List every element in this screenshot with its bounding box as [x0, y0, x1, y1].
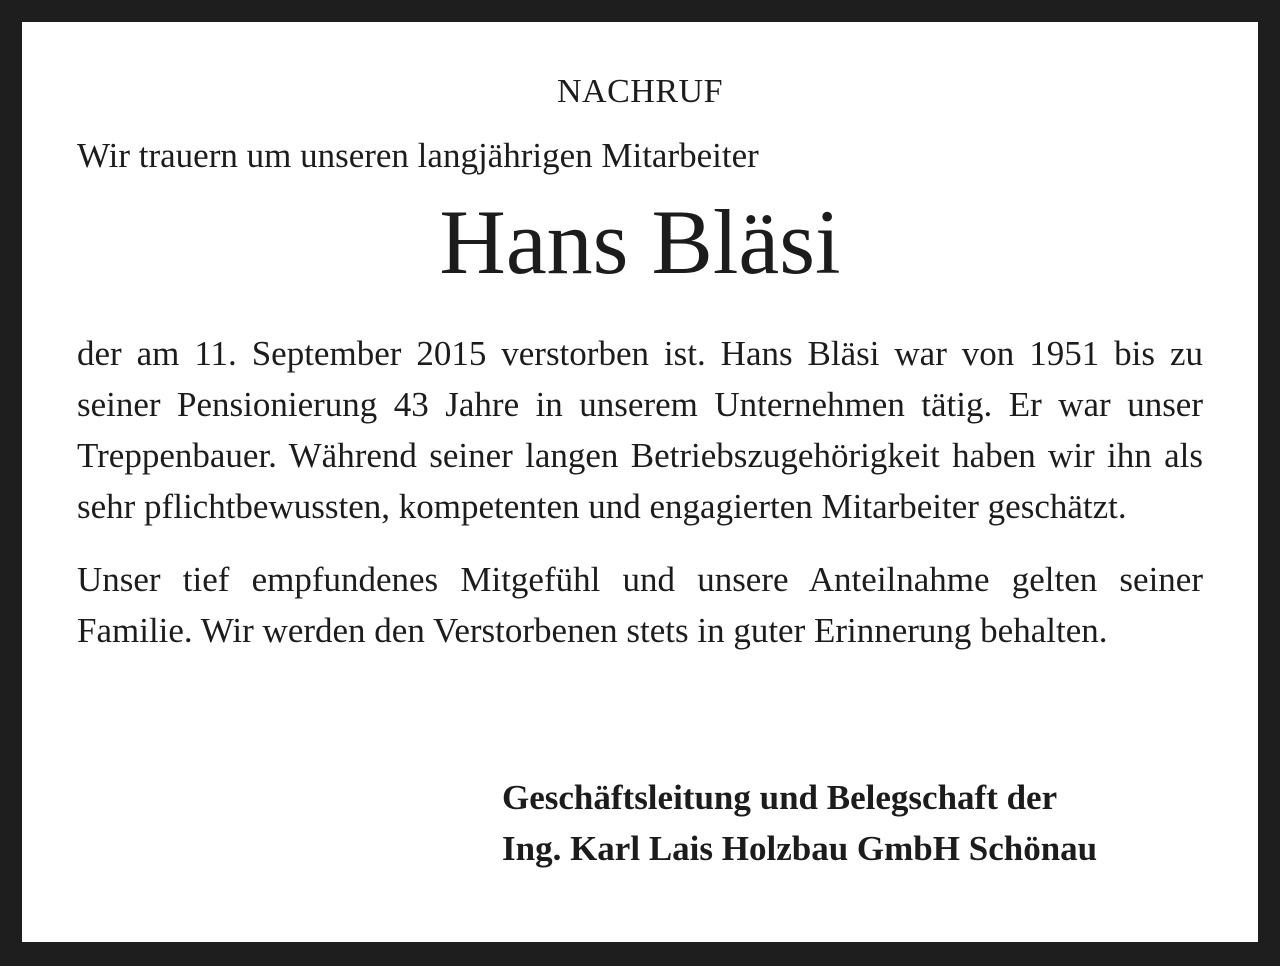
- deceased-name: Hans Bläsi: [439, 191, 841, 293]
- obituary-heading: NACHRUF: [557, 73, 723, 110]
- obituary-content: [77, 70, 1203, 656]
- signature-line-2: Ing. Karl Lais Holzbau GmbH Schönau: [502, 829, 1098, 868]
- obituary-paragraph-1: der am 11. September 2015 verstorben ist. Hans Bläsi war von 1951 bis zu seiner Pensionierung 43 Jahre in unserem Unternehmen tätig. Er war unser Treppenbauer. Während seiner langen Betriebszugehörigkeit haben wir ihn als sehr pflichtbewussten, kompetenten und engagierten Mitarbeiter geschätzt.: [77, 334, 1203, 526]
- signature-block: [502, 772, 1097, 874]
- obituary-paragraph-2: Unser tief empfundenes Mitgefühl und unsere Anteilnahme gelten seiner Familie. Wir werden den Verstorbenen stets in guter Erinnerung behalten.: [77, 560, 1203, 650]
- obituary-intro: Wir trauern um unseren langjährigen Mitarbeiter: [77, 136, 759, 175]
- signature-line-1: Geschäftsleitung und Belegschaft der: [502, 778, 1058, 817]
